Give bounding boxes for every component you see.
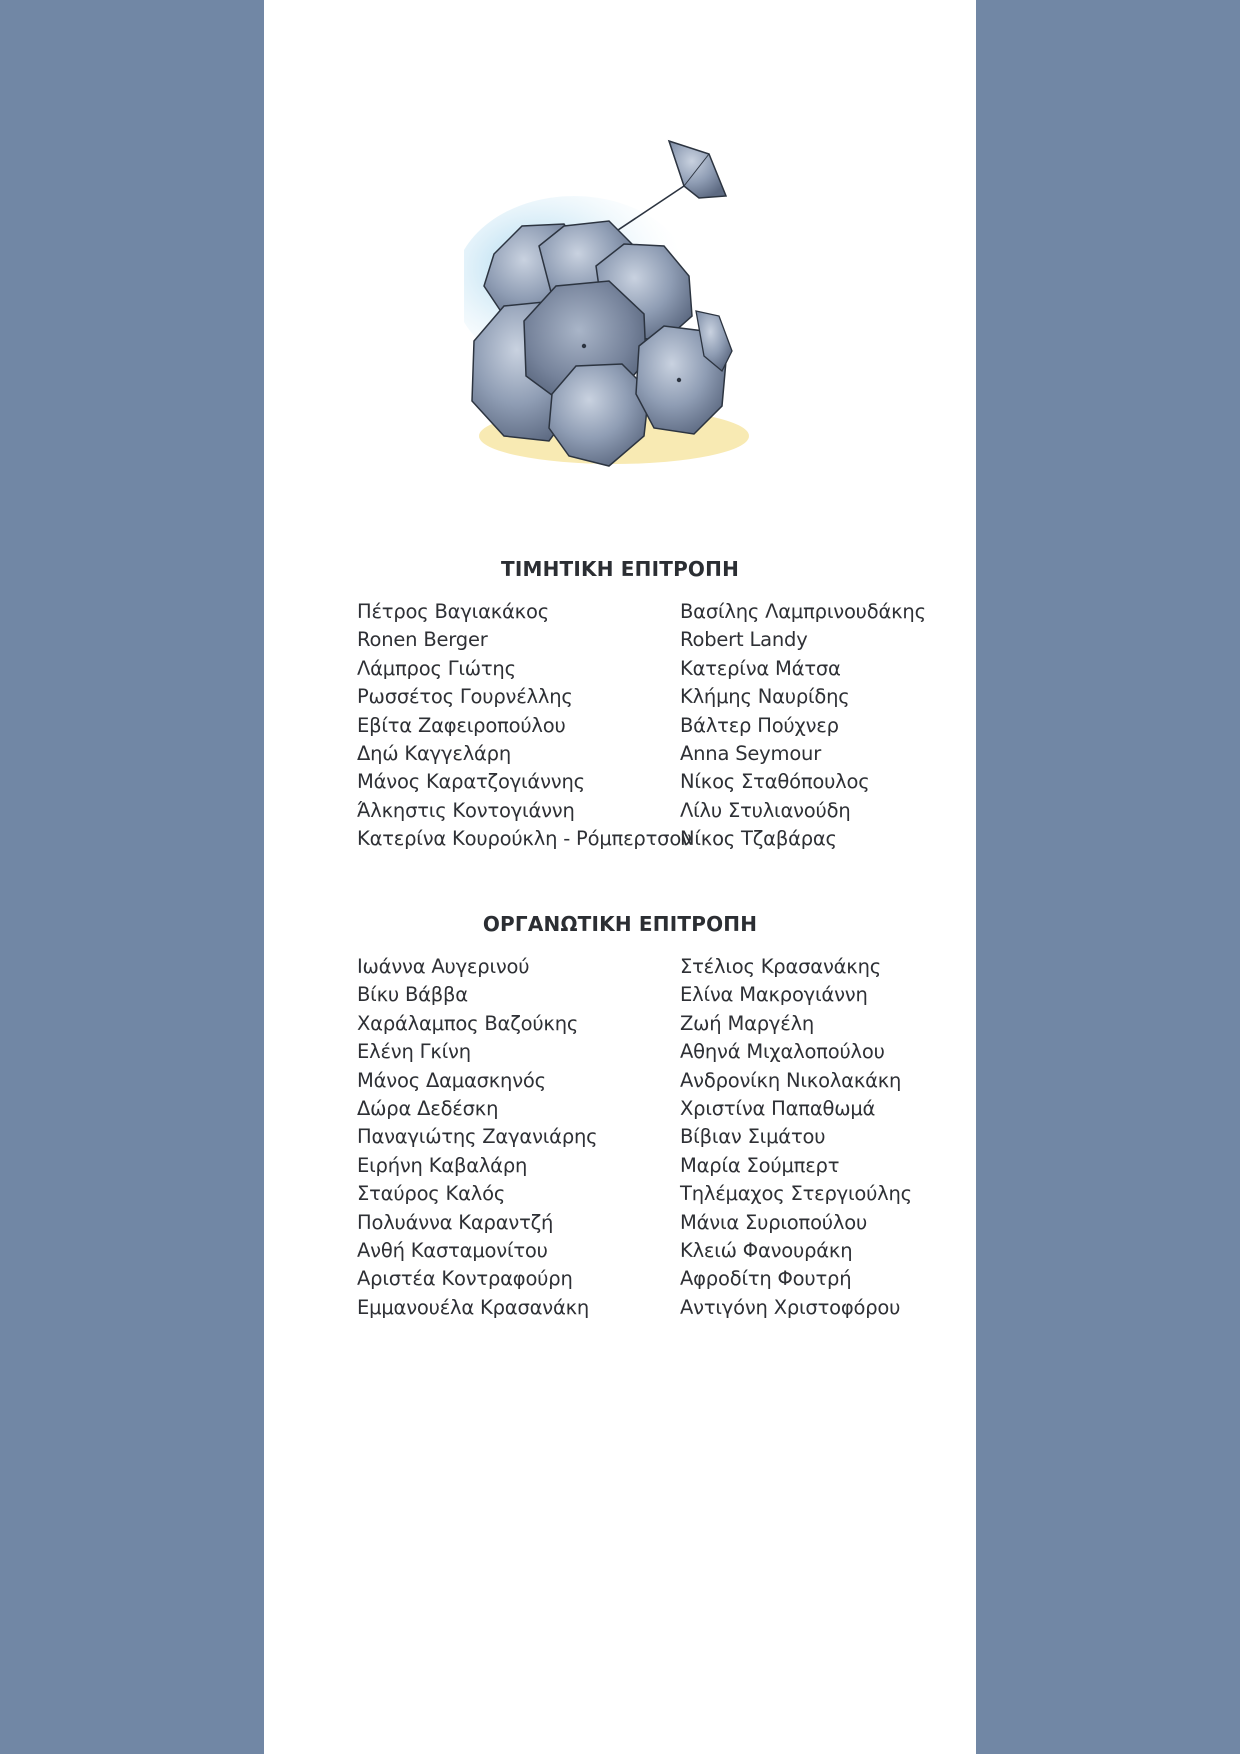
member-name: Εβίτα Ζαφειροπούλου — [357, 713, 566, 737]
member-name: Σταύρος Καλός — [357, 1182, 506, 1206]
member-name: Ιωάννα Αυγερινού — [357, 955, 530, 978]
member-name: Κατερίνα Μάτσα — [680, 656, 841, 680]
organizing-committee-title: ΟΡΓΑΝΩΤΙΚΗ ΕΠΙΤΡΟΠΗ — [482, 912, 758, 936]
honorary-committee-left-list — [357, 598, 692, 854]
member-name: Νίκος Τζαβάρας — [680, 827, 837, 851]
member-name: Παναγιώτης Ζαγανιάρης — [357, 1125, 598, 1149]
umbrellas-illustration-icon — [464, 136, 764, 486]
member-name: Ronen Berger — [357, 628, 488, 652]
honorary-committee-right-list — [680, 598, 926, 854]
member-name: Δώρα Δεδέσκη — [357, 1096, 499, 1120]
member-name: Robert Landy — [680, 628, 808, 652]
member-name: Λίλυ Στυλιανούδη — [680, 798, 851, 822]
honorary-committee-title: ΤΙΜΗΤΙΚΗ ΕΠΙΤΡΟΠΗ — [500, 557, 740, 581]
member-name: Νίκος Σταθόπουλος — [680, 770, 870, 794]
member-name: Χριστίνα Παπαθωμά — [680, 1096, 876, 1120]
member-name: Βίβιαν Σιμάτου — [680, 1125, 826, 1149]
member-name: Χαράλαμπος Βαζούκης — [357, 1011, 579, 1035]
member-name: Βίκυ Βάββα — [357, 983, 468, 1007]
member-name: Αφροδίτη Φουτρή — [680, 1267, 852, 1291]
member-name: Ανθή Κασταμονίτου — [357, 1238, 548, 1262]
organizing-committee-right-list — [680, 953, 912, 1322]
page-sheet — [264, 0, 976, 1754]
member-name: Τηλέμαχος Στεργιούλης — [680, 1182, 912, 1206]
member-name: Μάνια Συριοπούλου — [680, 1210, 868, 1234]
member-name: Ελίνα Μακρογιάννη — [680, 983, 868, 1007]
member-name: Βασίλης Λαμπρινουδάκης — [680, 600, 926, 623]
member-name: Μαρία Σούμπερτ — [680, 1153, 840, 1177]
member-name: Αντιγόνη Χριστοφόρου — [680, 1295, 901, 1319]
organizing-committee-left-list — [357, 953, 597, 1322]
member-name: Δηώ Καγγελάρη — [357, 741, 512, 765]
member-name: Εμμανουέλα Κρασανάκη — [357, 1295, 590, 1319]
member-name: Αθηνά Μιχαλοπούλου — [680, 1040, 885, 1064]
member-name: Μάνος Καρατζογιάννης — [357, 770, 585, 794]
member-name: Ρωσσέτος Γουρνέλλης — [357, 685, 573, 709]
member-name: Ζωή Μαργέλη — [680, 1011, 815, 1035]
member-name: Λάμπρος Γιώτης — [357, 656, 516, 680]
member-name: Αριστέα Κοντραφούρη — [357, 1267, 573, 1291]
member-name: Βάλτερ Πούχνερ — [680, 713, 839, 737]
member-name: Anna Seymour — [680, 741, 822, 765]
member-name: Άλκηστις Κοντογιάννη — [357, 798, 575, 822]
member-name: Πέτρος Βαγιακάκος — [357, 600, 549, 623]
member-name: Στέλιος Κρασανάκης — [680, 955, 881, 978]
member-name: Κατερίνα Κουρούκλη - Ρόμπερτσον — [357, 827, 692, 851]
member-name: Ειρήνη Καβαλάρη — [357, 1153, 528, 1177]
member-name: Πολυάννα Καραντζή — [357, 1210, 554, 1234]
member-name: Μάνος Δαμασκηνός — [357, 1068, 546, 1092]
member-name: Ανδρονίκη Νικολακάκη — [680, 1068, 902, 1092]
member-name: Κλήμης Ναυρίδης — [680, 685, 850, 709]
member-name: Κλειώ Φανουράκη — [680, 1238, 853, 1262]
member-name: Ελένη Γκίνη — [357, 1040, 471, 1064]
